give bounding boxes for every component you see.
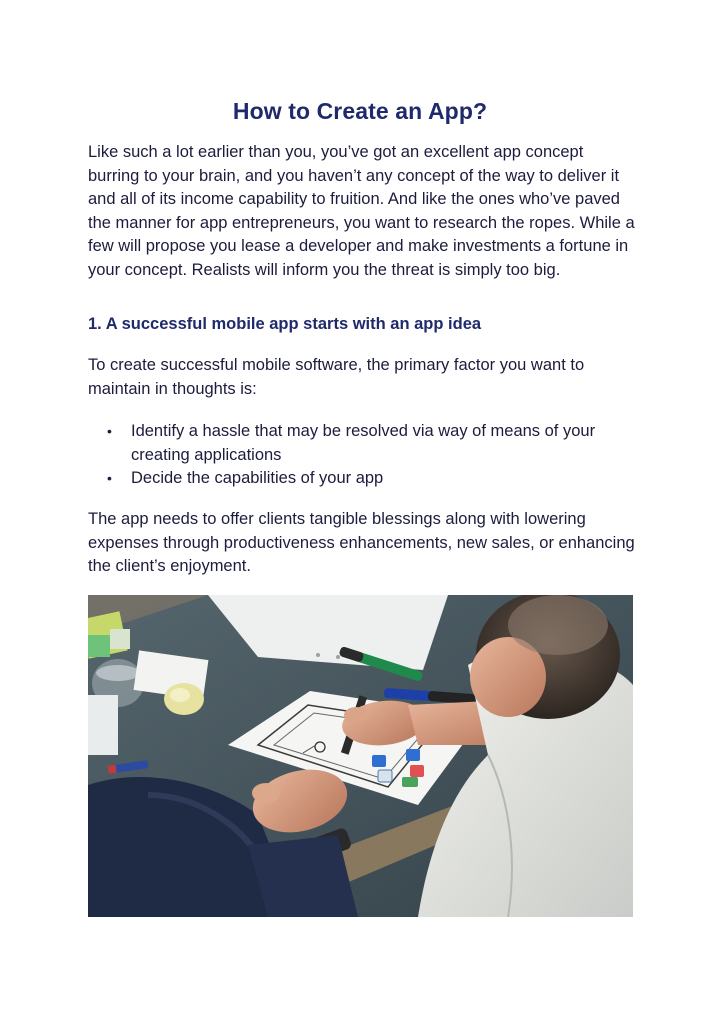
bullet-icon: • bbox=[107, 423, 112, 439]
section-heading: 1. A successful mobile app starts with an app idea bbox=[88, 315, 482, 333]
section-paragraph: To create successful mobile software, the primary factor you want to maintain in thoughts is: bbox=[88, 356, 585, 398]
list-item-text: Identify a hassle that may be resolved via way of means of your creating applications bbox=[131, 422, 596, 464]
app-sketching-photo bbox=[88, 595, 633, 917]
intro-paragraph: Like such a lot earlier than you, you’ve got an excellent app concept burring to your brain, and you haven’t any concept of the way to deliver it and all of its income capability to fruition. And like the ones who’ve paved the manner for app entrepreneurs, you want to research the ropes. While a few will propose you lease a developer and make investments a fortune in your concept. Realists will inform you the threat is simply too big. bbox=[88, 143, 635, 279]
list-item bbox=[88, 467, 636, 491]
page-title: How to Create an App? bbox=[232, 98, 488, 124]
list-item bbox=[88, 420, 636, 467]
bullet-icon: • bbox=[107, 470, 112, 486]
closing-paragraph: The app needs to offer clients tangible blessings along with lowering expenses through productiveness enhancements, new sales, or enhancing the client’s enjoyment. bbox=[88, 510, 635, 575]
bullet-list bbox=[88, 420, 636, 491]
list-item-text: Decide the capabilities of your app bbox=[131, 469, 384, 487]
